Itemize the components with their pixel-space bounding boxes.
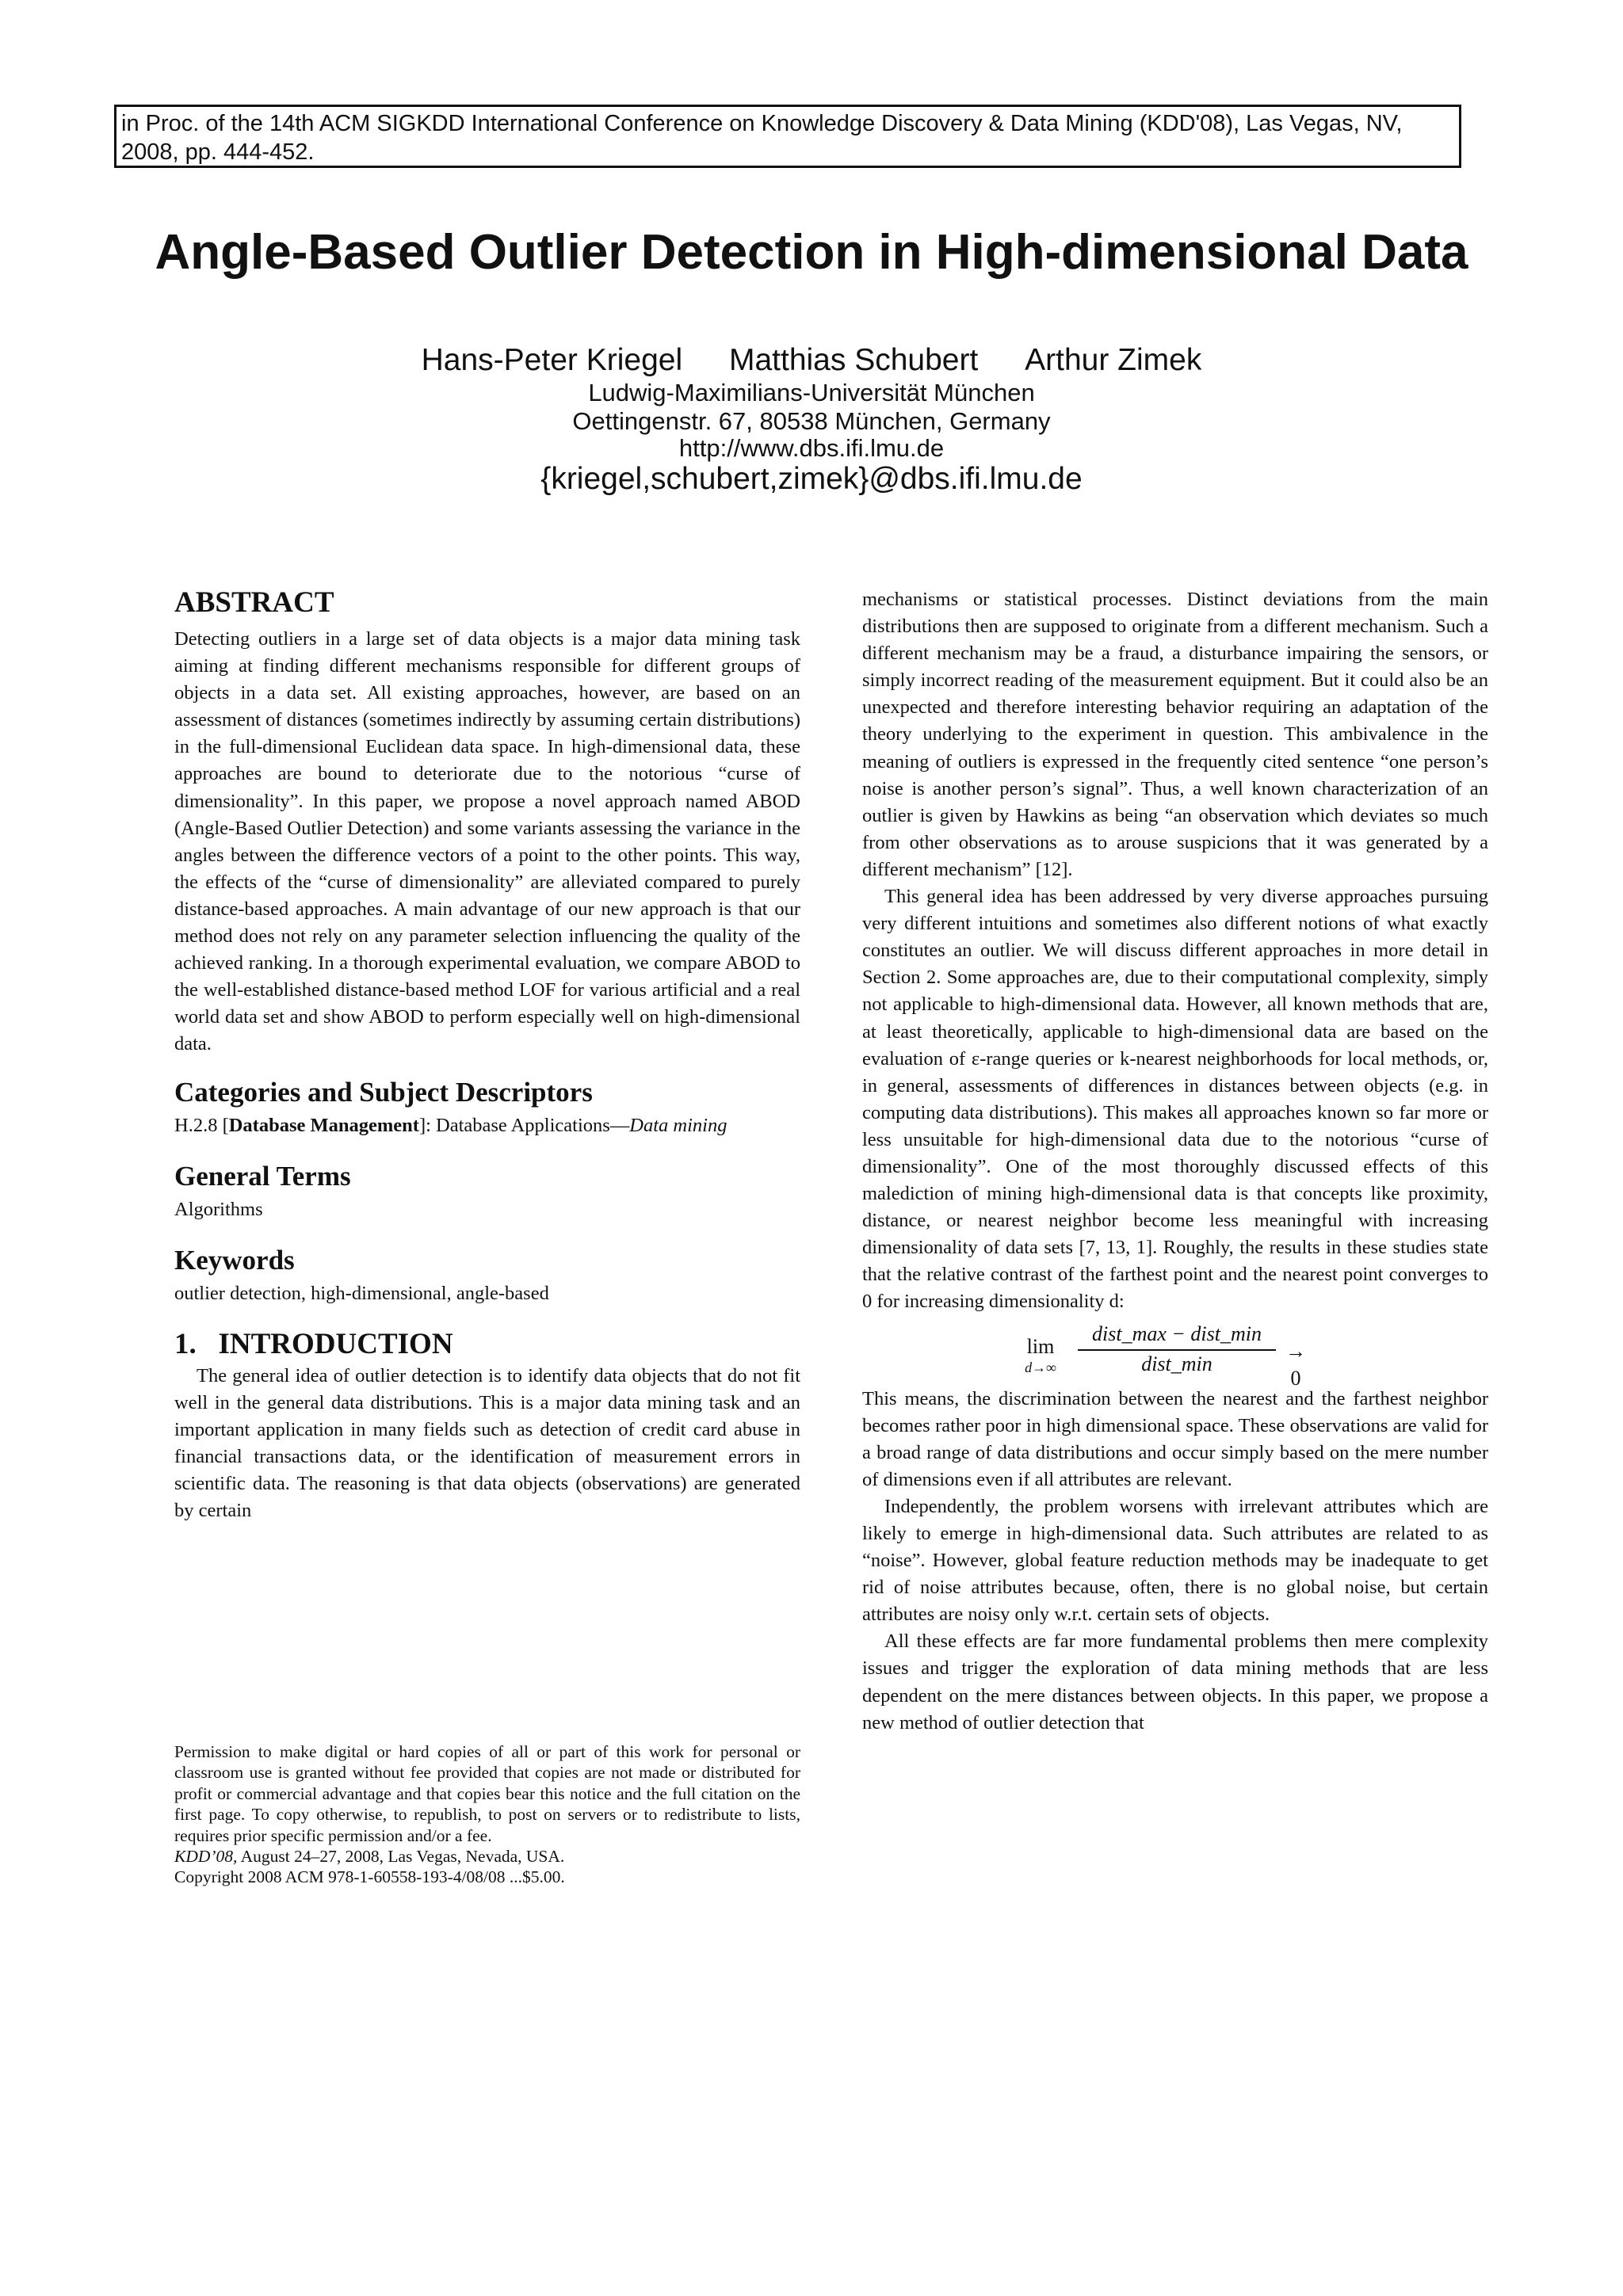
- citation-text: in Proc. of the 14th ACM SIGKDD International Conference on Knowledge Discovery & Data Mining (KDD'08), Las Vegas, NV, 2008, pp. 444-452.: [121, 111, 1403, 165]
- body-paragraph: All these effects are far more fundamental problems then mere complexity issues and trigger the exploration of data mining methods that are less dependent on the mere distances between objects. In this paper, we propose a new method of outlier detection that: [862, 1630, 1488, 1733]
- author-name: Hans-Peter Kriegel: [421, 343, 683, 377]
- formula-fraction: [1078, 1321, 1276, 1378]
- lim-subscript: d→∞: [1025, 1359, 1056, 1375]
- affiliation-institution: Ludwig-Maximilians-Universität München: [588, 379, 1035, 406]
- right-column: [862, 586, 1488, 1737]
- keywords-text: outlier detection, high-dimensional, angle-based: [174, 1282, 549, 1304]
- abstract-heading: ABSTRACT: [174, 586, 334, 619]
- keywords-heading: Keywords: [174, 1244, 295, 1276]
- abstract-text: Detecting outliers in a large set of data objects is a major data mining task aiming at finding different mechanisms responsible for different groups of objects in a data set. All existing approaches, however, are based on an assessment of distances (sometimes indirectly by assuming certain distributions) in the full-dimensional Euclidean data space. In high-dimensional data, these approaches are bound to deteriorate due to the notorious “curse of dimensionality”. In this paper, we propose a novel approach named ABOD (Angle-Based Outlier Detection) and some variants assessing the variance in the angles between the difference vectors of a point to the other points. This way, the effects of the “curse of dimensionality” are alleviated compared to purely distance-based approaches. A main advantage of our new approach is that our method does not rely on any parameter selection influencing the quality of the achieved ranking. In a thorough experimental evaluation, we compare ABOD to the well-established distance-based method LOF for various artificial and a real world data set and show ABOD to perform especially well on high-dimensional data.: [174, 628, 800, 1055]
- general-terms-text: Algorithms: [174, 1198, 263, 1220]
- permission-notice: [174, 1741, 800, 1888]
- copyright-line: Copyright 2008 ACM 978-1-60558-193-4/08/08 ...$5.00.: [174, 1867, 565, 1887]
- categories-heading: Categories and Subject Descriptors: [174, 1076, 593, 1108]
- body-paragraph: Independently, the problem worsens with irrelevant attributes which are likely to emerge in high-dimensional data. Such attributes are related to as “noise”. However, global feature reduction methods may be inadequate to get rid of noise attributes because, often, there is no global noise, but certain attributes are noisy only w.r.t. certain sets of objects.: [862, 1495, 1488, 1626]
- formula-numerator: dist_max − dist_min: [1078, 1321, 1276, 1351]
- lim-operator: lim: [1026, 1334, 1055, 1358]
- formula-denominator: dist_min: [1141, 1352, 1212, 1375]
- paper-title: Angle-Based Outlier Detection in High-dimensional Data: [155, 225, 1468, 280]
- body-paragraph: mechanisms or statistical processes. Distinct deviations from the main distributions then are supposed to originate from a different mechanism. Such a different mechanism may be a fraud, a disturbance impairing the sensors, or simply incorrect reading of the measurement equipment. But it could also be an unexpected and therefore interesting behavior requiring an adaptation of the theory underlying to the experiment in question. This ambivalence in the meaning of outliers is expressed in the frequently cited sentence “one person’s noise is another person’s signal”. Thus, a well known characterization of an outlier is given by Hawkins as being “an observation which deviates so much from other observations as to arouse suspicions that it was generated by a different mechanism” [12].: [862, 589, 1488, 880]
- general-terms-heading: General Terms: [174, 1160, 351, 1192]
- author-emails: {kriegel,schubert,zimek}@dbs.ifi.lmu.de: [540, 462, 1083, 496]
- citation-header-box: [114, 105, 1461, 168]
- left-column: [174, 586, 800, 1524]
- formula-limit-value: → 0: [1285, 1339, 1306, 1390]
- limit-formula: [862, 1319, 1488, 1390]
- conference-line: KDD’08, August 24–27, 2008, Las Vegas, Nevada, USA.: [174, 1847, 565, 1867]
- introduction-heading: 1. INTRODUCTION: [174, 1327, 453, 1360]
- affiliation-url: http://www.dbs.ifi.lmu.de: [678, 434, 945, 462]
- permission-text: Permission to make digital or hard copies of all or part of this work for personal or classroom use is granted without fee provided that copies are not made or distributed for profit or commercial advantage and that copies bear this notice and the full citation on the first page. To copy otherwise, to republish, to post on servers or to redistribute to lists, requires prior specific permission and/or a fee.: [174, 1742, 800, 1845]
- body-paragraph: This general idea has been addressed by very diverse approaches pursuing very different intuitions and sometimes also different notions of what exactly constitutes an outlier. We will discuss different approaches in more detail in Section 2. Some approaches are, due to their computational complexity, simply not applicable to high-dimensional data. However, all known methods that are, at least theoretically, applicable to high-dimensional data are based on the evaluation of ε-range queries or k-nearest neighborhoods for local methods, or, in general, assessments of differences in distances between objects (e.g. in computing data distributions). This makes all approaches known so far more or less unsuitable for high-dimensional data due to the notorious “curse of dimensionality”. One of the most thoroughly discussed effects of this malediction of mining high-dimensional data is that concepts like proximity, distance, or nearest neighbor become less meaningful with increasing dimensionality of data sets [7, 13, 1]. Roughly, the results in these studies state that the relative contrast of the farthest point and the nearest point converges to 0 for increasing dimensionality d:: [862, 886, 1488, 1313]
- author-list: [0, 342, 1623, 379]
- body-paragraph: This means, the discrimination between the nearest and the farthest neighbor becomes rather poor in high dimensional space. These observations are valid for a broad range of data distributions and occur simply based on the mere number of dimensions even if all attributes are relevant.: [862, 1387, 1488, 1490]
- affiliation-address: Oettingenstr. 67, 80538 München, Germany: [572, 407, 1051, 435]
- author-name: Matthias Schubert: [728, 343, 979, 377]
- categories-text: H.2.8 [Database Management]: Database Applications—Data mining: [174, 1114, 727, 1136]
- author-name: Arthur Zimek: [1025, 343, 1202, 377]
- introduction-paragraph: The general idea of outlier detection is to identify data objects that do not fit well in the general data distributions. This is a major data mining task and an important application in many fields such as detection of credit card abuse in financial transactions data, or the identification of measurement errors in scientific data. The reasoning is that data objects (observations) are generated by certain: [174, 1364, 800, 1522]
